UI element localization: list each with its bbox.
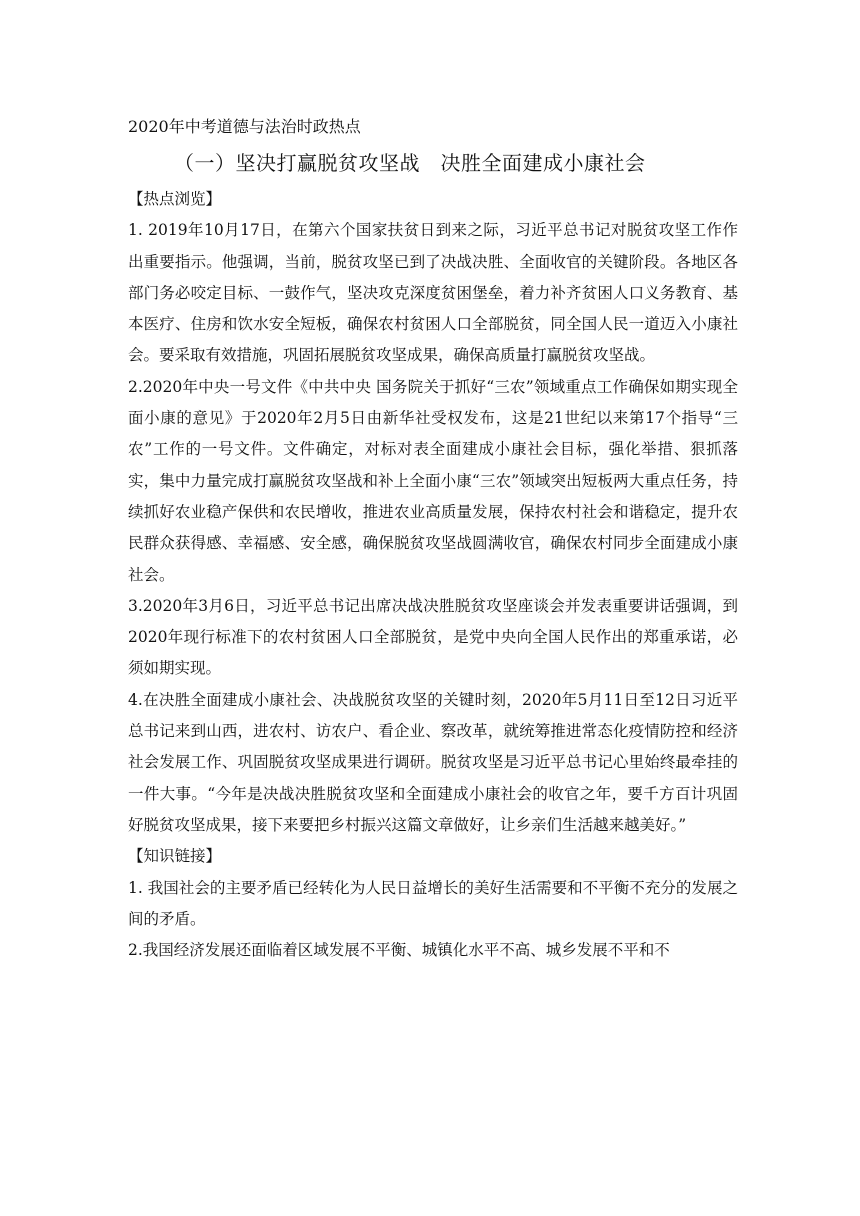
knowledge-paragraph-2: 2.我国经济发展还面临着区域发展不平衡、城镇化水平不高、城乡发展不平和不 [128, 941, 670, 960]
section-heading-hot-overview: 【热点浏览】 [128, 190, 222, 208]
topic-subtitle: （一）坚决打赢脱贫攻坚战 决胜全面建成小康社会 [174, 151, 646, 175]
document-page [128, 112, 738, 966]
hot-paragraph-4: 4.在决胜全面建成小康社会、决战脱贫攻坚的关键时刻，2020年5月11日至12日习近平总书记来到山西，进农村、访农户、看企业、察改革，就统筹推进常态化疫情防控和经济社会发展工作、巩固脱贫攻坚成果进行调研。脱贫攻坚是习近平总书记心里始终最牵挂的一件大事。“今年是决战决胜脱贫攻坚和全面建成小康社会的收官之年，要千方百计巩固好脱贫攻坚成果，接下来要把乡村振兴这篇文章做好，让乡亲们生活越来越美好。” [128, 690, 738, 834]
document-title: 2020年中考道德与法治时政热点 [128, 117, 361, 136]
hot-paragraph-3: 3.2020年3月6日，习近平总书记出席决战决胜脱贫攻坚座谈会并发表重要讲话强调，到2020年现行标准下的农村贫困人口全部脱贫，是党中央向全国人民作出的郑重承诺，必须如期实现。 [128, 596, 738, 678]
hot-paragraph-1: 1. 2019年10月17日，在第六个国家扶贫日到来之际，习近平总书记对脱贫攻坚工作作出重要指示。他强调，当前，脱贫攻坚已到了决战决胜、全面收官的关键阶段。各地区各部门务必咬定目标、一鼓作气，坚决攻克深度贫困堡垒，着力补齐贫困人口义务教育、基本医疗、住房和饮水安全短板，确保农村贫困人口全部脱贫，同全国人民一道迈入小康社会。要采取有效措施，巩固拓展脱贫攻坚成果，确保高质量打赢脱贫攻坚战。 [128, 221, 738, 365]
knowledge-paragraph-1: 1. 我国社会的主要矛盾已经转化为人民日益增长的美好生活需要和不平衡不充分的发展之间的矛盾。 [128, 878, 738, 928]
hot-paragraph-2: 2.2020年中央一号文件《中共中央 国务院关于抓好“三农”领域重点工作确保如期实现全面小康的意见》于2020年2月5日由新华社受权发布，这是21世纪以来第17个指导“三农”工作的一号文件。文件确定，对标对表全面建成小康社会目标，强化举措、狠抓落实，集中力量完成打赢脱贫攻坚战和补上全面小康“三农”领域突出短板两大重点任务，持续抓好农业稳产保供和农民增收，推进农业高质量发展，保持农村社会和谐稳定，提升农民群众获得感、幸福感、安全感，确保脱贫攻坚战圆满收官，确保农村同步全面建成小康社会。 [128, 377, 738, 584]
section-heading-knowledge-link: 【知识链接】 [128, 847, 222, 866]
